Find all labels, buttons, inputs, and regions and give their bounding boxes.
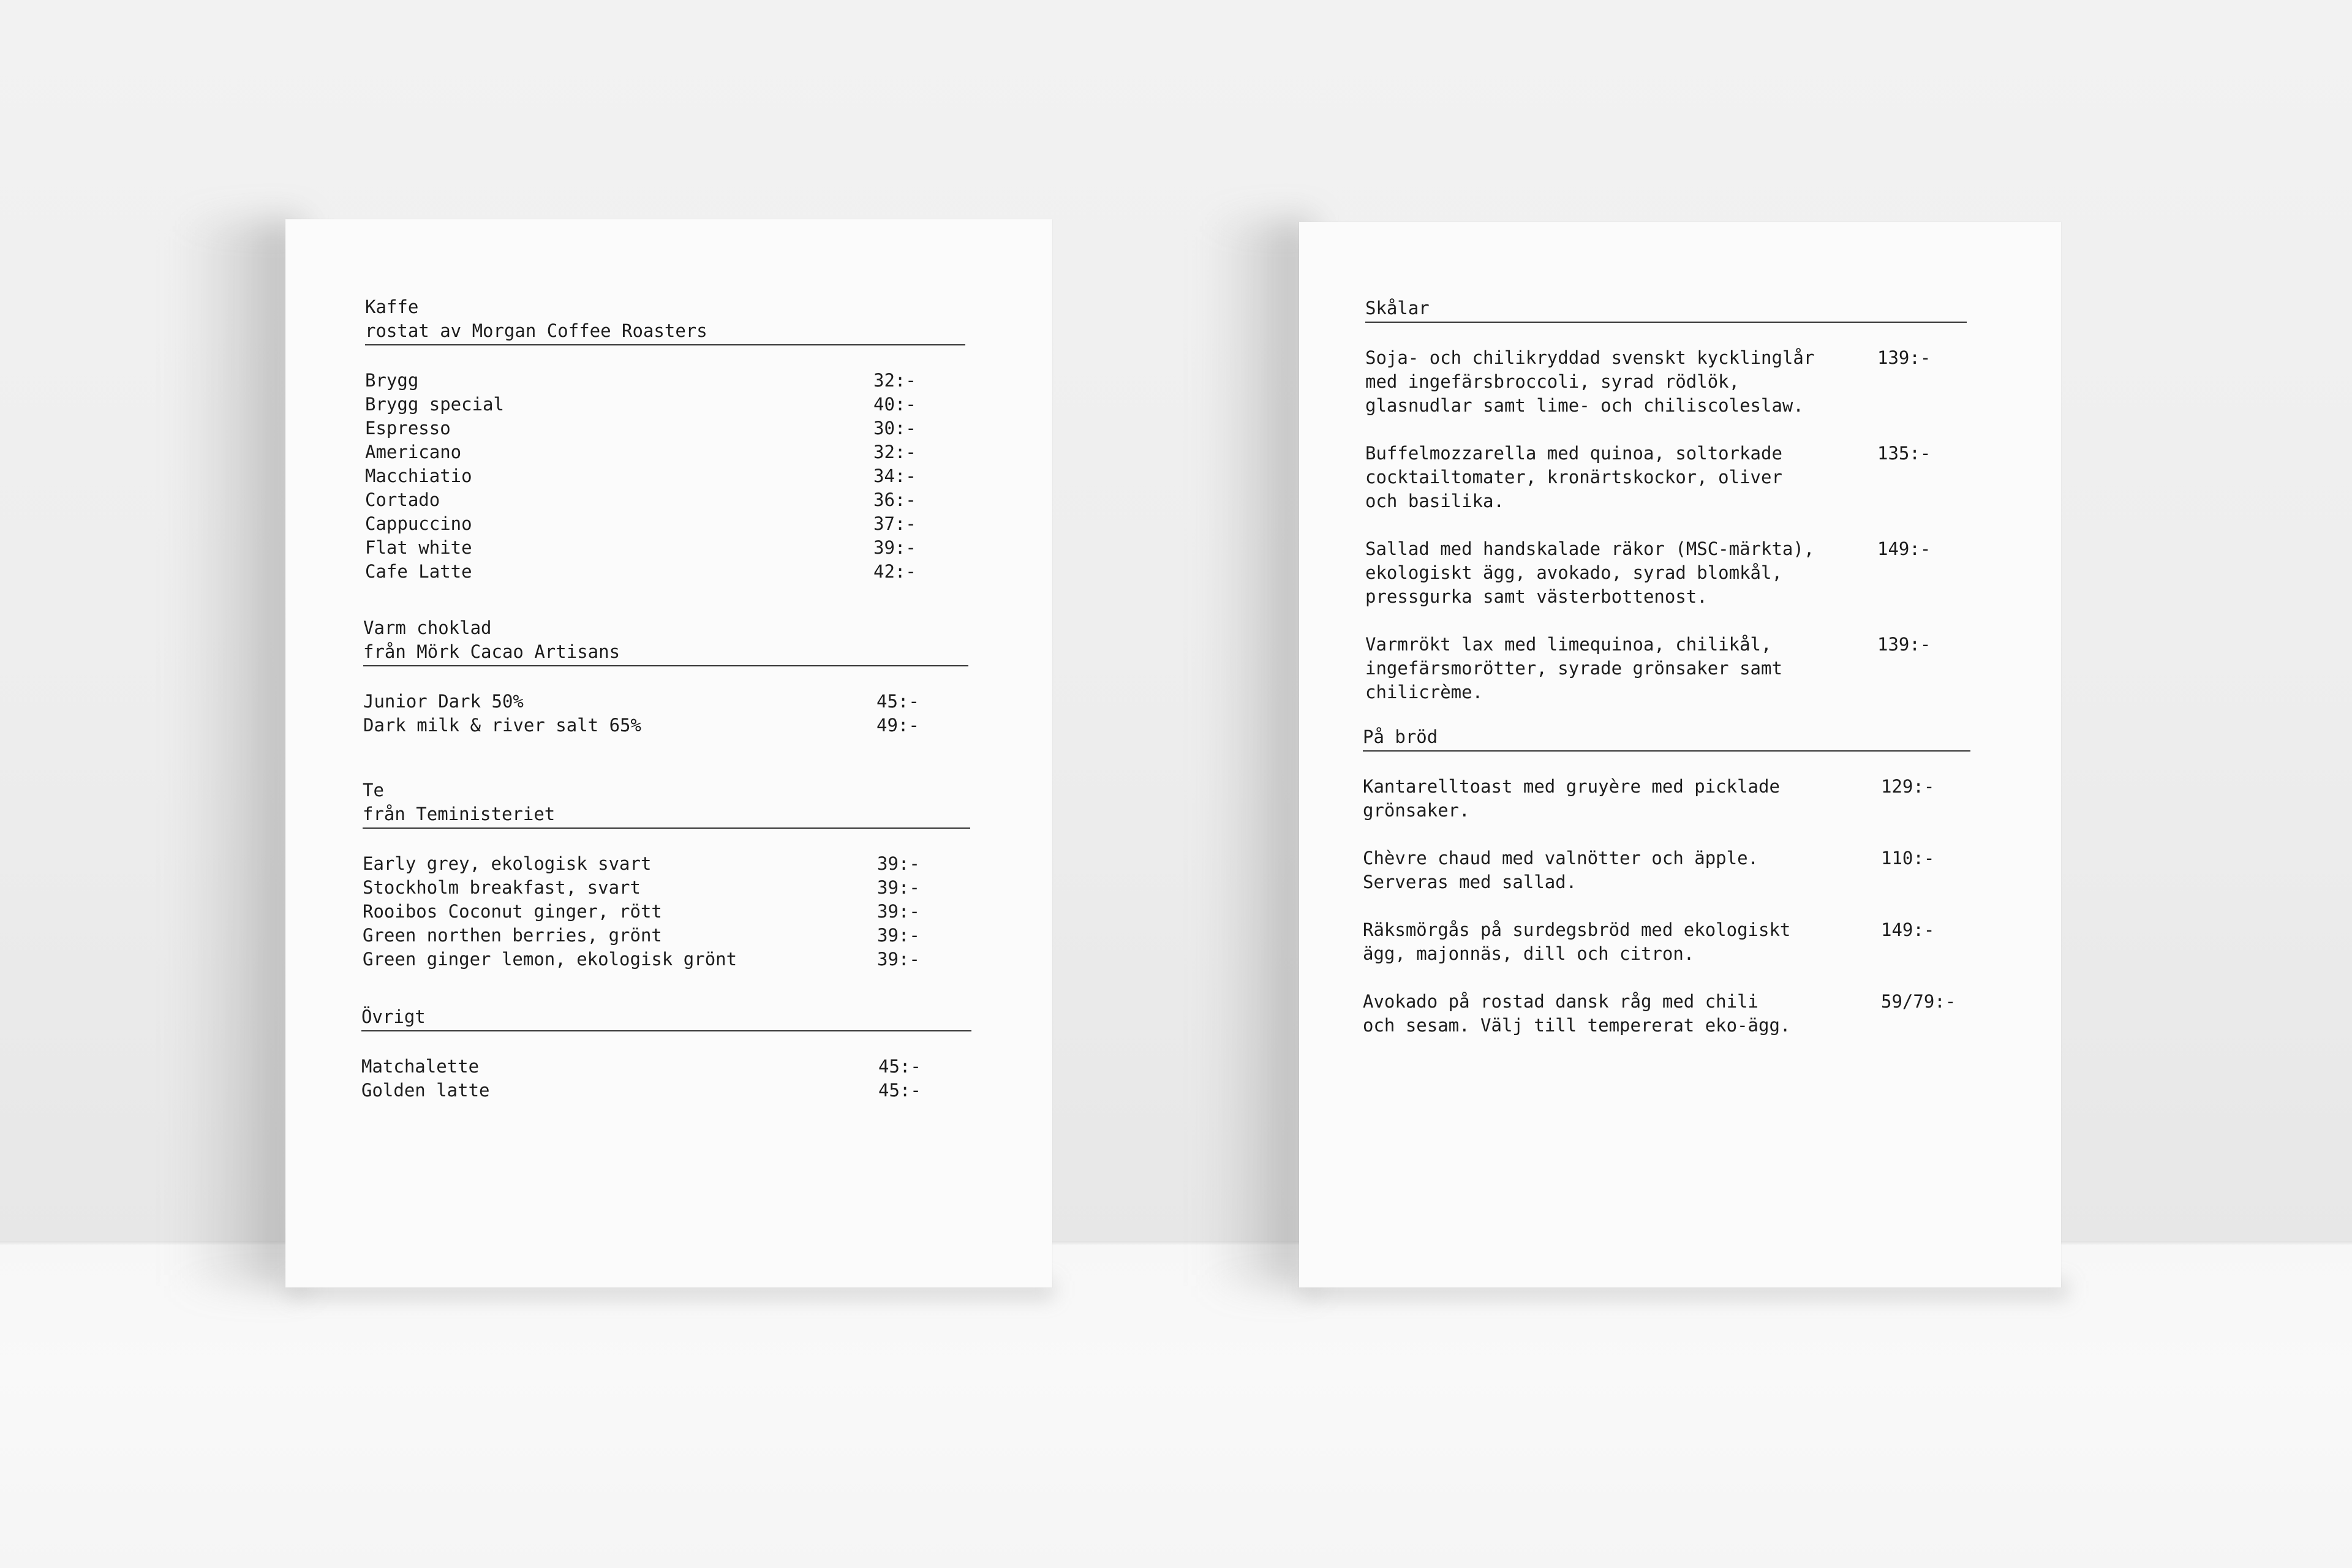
dish-line: glasnudlar samt lime- och chiliscoleslaw. [1365,395,1804,416]
dish-description [1365,346,1967,418]
list-item [361,1079,971,1102]
item-list [363,852,970,971]
section-title: Skålar [1365,298,1430,318]
section-subtitle: från Teministeriet [363,804,556,824]
list-item [363,852,970,876]
section-title: Te [363,780,384,801]
item-name: Dark milk & river salt 65% [363,715,641,736]
list-item [365,440,965,464]
list-item [365,369,965,393]
dish-description [1363,918,1970,966]
drinks-menu-sheet [285,219,1052,1287]
item-price: 34:- [873,466,916,486]
item-price: 32:- [873,370,916,391]
list-item [365,560,965,584]
dish-list [1363,775,1970,1038]
item-price: 39:- [877,877,920,898]
list-item [365,488,965,512]
item-name: Americano [365,442,462,462]
section-rule [363,827,970,829]
item-name: Espresso [365,418,451,439]
item-price: 32:- [873,442,916,462]
dish-description [1365,537,1967,609]
section-subtitle: rostat av Morgan Coffee Roasters [365,320,707,341]
dish-item [1363,846,1970,894]
section-pa-brod [1363,725,1970,1061]
item-name: Brygg [365,370,419,391]
section-title: Varm choklad [363,617,492,638]
dish-description [1365,442,1967,513]
dish-description [1365,633,1967,704]
dish-line: Buffelmozzarella med quinoa, soltorkade [1365,443,1782,464]
section-rule [365,344,965,345]
list-item [365,512,965,536]
item-price: 39:- [877,901,920,922]
food-menu-sheet [1299,222,2061,1287]
item-name: Brygg special [365,394,504,415]
item-price: 39:- [877,853,920,874]
list-item [365,536,965,560]
item-price: 40:- [873,394,916,415]
dish-description [1363,846,1970,894]
list-item [361,1055,971,1079]
dish-description [1363,775,1970,823]
section-title: På bröd [1363,726,1438,747]
item-name: Junior Dark 50% [363,691,524,712]
dish-item [1363,990,1970,1038]
dish-line: grönsaker. [1363,800,1470,821]
dish-line: med ingefärsbroccoli, syrad rödlök, [1365,371,1740,392]
right-sheet-shadow [1207,221,1311,1286]
section-rule [361,1030,971,1031]
section-rule [1363,750,1970,752]
list-item [363,924,970,948]
item-price: 37:- [873,513,916,534]
item-name: Green ginger lemon, ekologisk grönt [363,949,737,970]
section-subtitle: från Mörk Cacao Artisans [363,641,620,662]
dish-item [1363,775,1970,823]
item-price: 45:- [878,1080,921,1101]
list-item [363,900,970,924]
dish-line: Varmrökt lax med limequinoa, chilikål, [1365,634,1772,655]
dish-list [1365,346,1967,704]
dish-item [1365,537,1967,609]
dish-line: och sesam. Välj till tempererat eko-ägg. [1363,1015,1791,1036]
section-title: Övrigt [361,1006,426,1027]
list-item [365,464,965,488]
item-list [363,690,968,737]
list-item [363,948,970,971]
dish-item [1365,442,1967,513]
dish-line: Kantarelltoast med gruyère med picklade [1363,776,1780,797]
item-price: 36:- [873,489,916,510]
item-name: Rooibos Coconut ginger, rött [363,901,662,922]
item-name: Early grey, ekologisk svart [363,853,652,874]
dish-price: 139:- [1877,634,1931,655]
dish-line: cocktailtomater, kronärtskockor, oliver [1365,467,1782,488]
dish-price: 139:- [1877,347,1931,368]
dish-line: chilicrème. [1365,682,1483,703]
dish-line: ägg, majonnäs, dill och citron. [1363,943,1695,964]
dish-line: pressgurka samt västerbottenost. [1365,586,1708,607]
item-name: Macchiatio [365,466,472,486]
dish-price: 149:- [1877,538,1931,559]
dish-line: Sallad med handskalade räkor (MSC-märkta), [1365,538,1815,559]
item-name: Cortado [365,489,440,510]
item-list [365,369,965,584]
dish-price: 110:- [1881,848,1935,869]
dish-line: ingefärsmorötter, syrade grönsaker samt [1365,658,1782,679]
left-sheet-shadow [178,221,300,1286]
item-price: 30:- [873,418,916,439]
list-item [365,393,965,417]
item-price: 42:- [873,561,916,582]
section-rule [1365,322,1967,323]
section-rule [363,665,968,666]
item-name: Golden latte [361,1080,490,1101]
dish-item [1365,633,1967,704]
dish-line: Chèvre chaud med valnötter och äpple. [1363,848,1759,869]
dish-price: 129:- [1881,776,1935,797]
item-price: 45:- [876,691,919,712]
list-item [363,714,968,737]
section-ovrigt [361,1005,971,1102]
dish-line: Serveras med sallad. [1363,872,1577,892]
item-name: Flat white [365,537,472,558]
section-skalar [1365,296,1967,728]
dish-price: 135:- [1877,443,1931,464]
dish-description [1363,990,1970,1038]
item-price: 39:- [877,949,920,970]
item-name: Cappuccino [365,513,472,534]
dish-line: och basilika. [1365,491,1504,511]
section-varm-choklad [363,616,968,737]
dish-line: Avokado på rostad dansk råg med chili [1363,991,1759,1012]
section-te [363,778,970,971]
item-name: Cafe Latte [365,561,472,582]
list-item [363,876,970,900]
dish-line: Räksmörgås på surdegsbröd med ekologiskt [1363,919,1791,940]
dish-price: 149:- [1881,919,1935,940]
item-list [361,1055,971,1102]
item-name: Green northen berries, grönt [363,925,662,946]
dish-line: ekologiskt ägg, avokado, syrad blomkål, [1365,562,1782,583]
dish-item [1365,346,1967,418]
list-item [365,417,965,440]
item-price: 39:- [877,925,920,946]
item-name: Matchalette [361,1056,480,1077]
dish-price: 59/79:- [1881,991,1956,1012]
dish-line: Soja- och chilikryddad svenskt kycklinglår [1365,347,1815,368]
item-name: Stockholm breakfast, svart [363,877,641,898]
item-price: 45:- [878,1056,921,1077]
dish-item [1363,918,1970,966]
section-kaffe [365,295,965,584]
item-price: 39:- [873,537,916,558]
section-title: Kaffe [365,296,419,317]
item-price: 49:- [876,715,919,736]
list-item [363,690,968,714]
